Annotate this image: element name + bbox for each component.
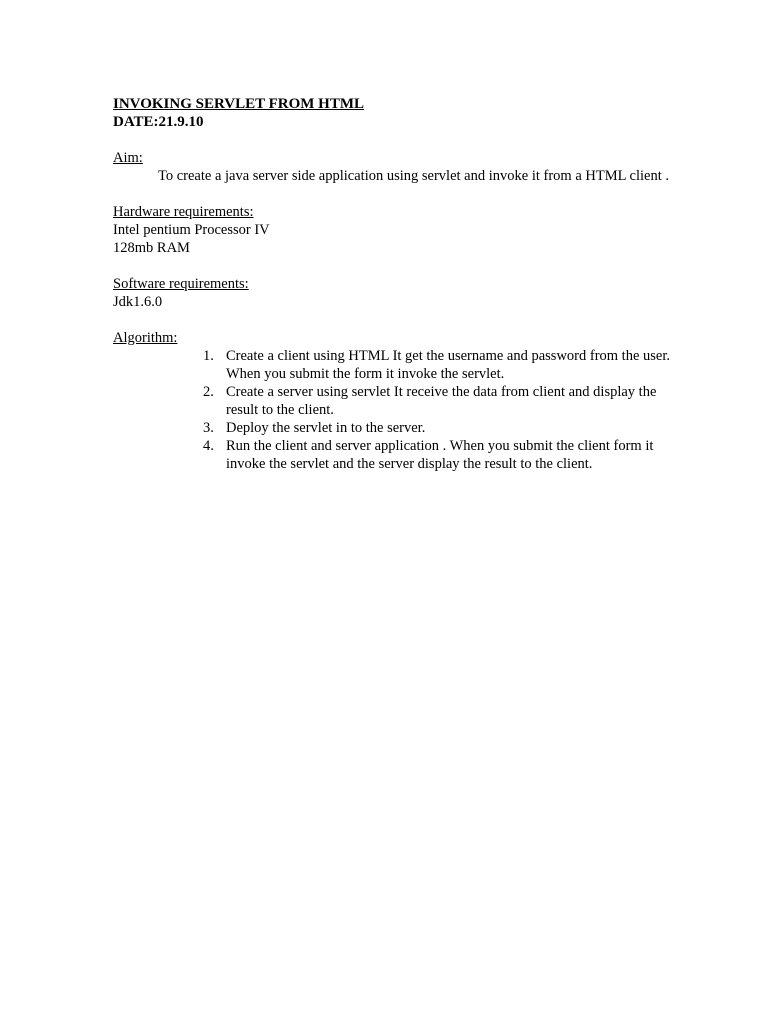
software-list xyxy=(113,293,673,311)
step-text: Deploy the servlet in to the server. xyxy=(226,420,426,436)
document-date: DATE:21.9.10 xyxy=(113,114,204,130)
algorithm-steps xyxy=(113,347,673,473)
document-content xyxy=(113,95,673,473)
step-number: 4. xyxy=(203,438,214,454)
algorithm-step xyxy=(203,419,673,437)
step-number: 1. xyxy=(203,348,214,364)
algorithm-step xyxy=(203,383,673,419)
aim-heading: Aim: xyxy=(113,150,143,166)
step-number: 2. xyxy=(203,384,214,400)
hardware-item: 128mb RAM xyxy=(113,240,190,256)
document-title: INVOKING SERVLET FROM HTML xyxy=(113,96,365,112)
hardware-heading: Hardware requirements: xyxy=(113,204,254,220)
step-text: Create a server using servlet It receive the data from client and display the result to the client. xyxy=(226,384,657,418)
aim-text: To create a java server side application using servlet and invoke it from a HTML client . xyxy=(158,168,670,184)
algorithm-step xyxy=(203,347,673,383)
algorithm-step xyxy=(203,437,673,473)
software-heading: Software requirements: xyxy=(113,276,249,292)
step-number: 3. xyxy=(203,420,214,436)
step-text: Run the client and server application . When you submit the client form it invoke the servlet and the server display the result to the client. xyxy=(226,438,654,472)
software-item: Jdk1.6.0 xyxy=(113,294,163,310)
algorithm-heading: Algorithm: xyxy=(113,330,178,346)
step-text: Create a client using HTML It get the username and password from the user. When you submit the form it invoke the servlet. xyxy=(226,348,670,382)
hardware-item: Intel pentium Processor IV xyxy=(113,222,270,238)
hardware-list xyxy=(113,221,673,257)
